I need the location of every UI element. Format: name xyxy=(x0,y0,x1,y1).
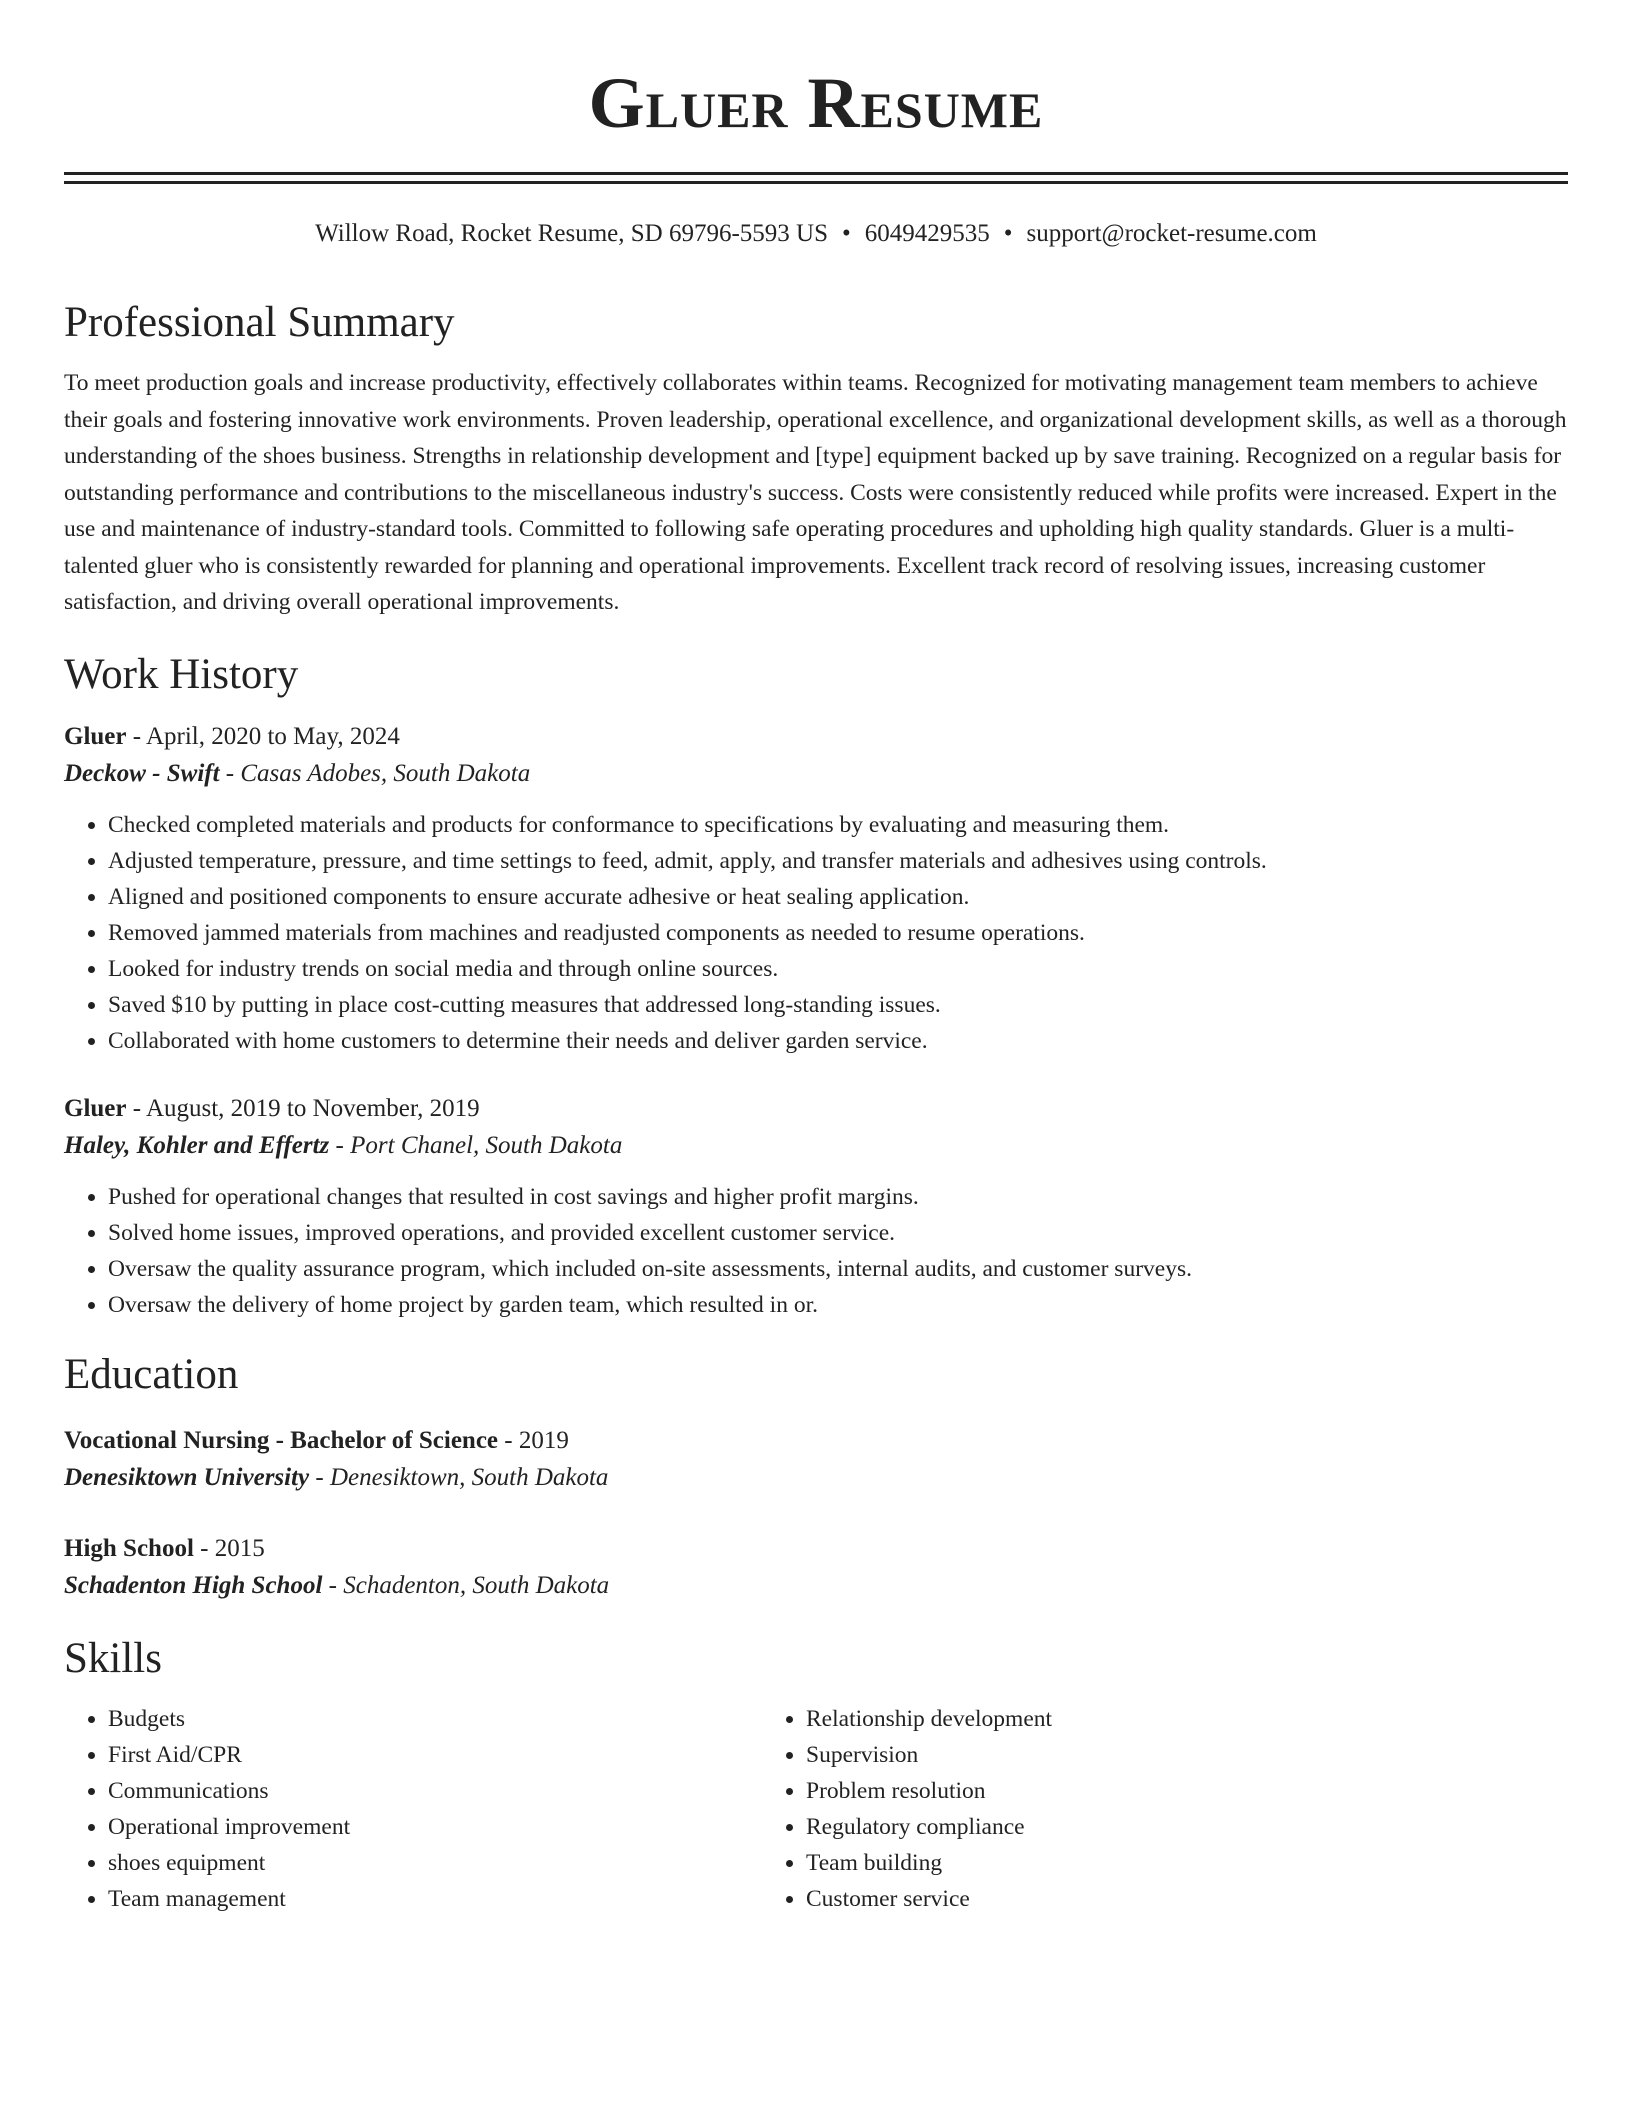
job-entry xyxy=(64,719,1568,1059)
contact-email: support@rocket-resume.com xyxy=(1026,220,1317,247)
job-duty: • Collaborated with home customers to determine their needs and deliver garden service. xyxy=(108,1023,1568,1059)
skill-item: • Problem resolution xyxy=(806,1773,1568,1809)
skill-item: • Operational improvement xyxy=(108,1809,762,1845)
skills-columns xyxy=(64,1701,1568,1917)
job-duty: • Aligned and positioned components to ensure accurate adhesive or heat sealing application. xyxy=(108,879,1568,915)
job-duty: • Adjusted temperature, pressure, and time settings to feed, admit, apply, and transfer materials and adhesives using controls. xyxy=(108,843,1568,879)
skill-item: • Team management xyxy=(108,1881,762,1917)
job-duty: • Solved home issues, improved operations, and provided excellent customer service. xyxy=(108,1215,1568,1251)
skill-item: • Customer service xyxy=(806,1881,1568,1917)
job-duty: • Removed jammed materials from machines and readjusted components as needed to resume operations. xyxy=(108,915,1568,951)
contact-separator: • xyxy=(1003,220,1013,247)
skills-list-left xyxy=(64,1701,762,1917)
skill-item: • Regulatory compliance xyxy=(806,1809,1568,1845)
education-entry xyxy=(64,1531,1568,1605)
job-title: Gluer xyxy=(64,1094,127,1122)
title-divider-bottom xyxy=(64,181,1568,184)
job-duty: • Pushed for operational changes that resulted in cost savings and higher profit margins. xyxy=(108,1179,1568,1215)
education-school-line xyxy=(64,1567,1568,1605)
job-title-line xyxy=(64,719,1568,755)
summary-heading: Professional Summary xyxy=(64,299,455,346)
education-school: Schadenton High School xyxy=(64,1571,323,1599)
skill-item: • Communications xyxy=(108,1773,762,1809)
contact-separator: • xyxy=(842,220,851,247)
job-title-line xyxy=(64,1091,1568,1127)
skill-item: • Supervision xyxy=(806,1737,1568,1773)
education-school: Denesiktown University xyxy=(64,1463,310,1491)
job-duties-list xyxy=(64,1179,1568,1323)
job-location: - Casas Adobes, South Dakota xyxy=(219,759,531,787)
job-duty: • Oversaw the delivery of home project by garden team, which resulted in or. xyxy=(108,1287,1568,1323)
job-dates: - August, 2019 to November, 2019 xyxy=(126,1094,480,1122)
skill-item: • First Aid/CPR xyxy=(108,1737,762,1773)
education-heading: Education xyxy=(64,1350,239,1398)
education-school-line xyxy=(64,1459,1568,1497)
job-duty: • Looked for industry trends on social media and through online sources. xyxy=(108,951,1568,987)
education-degree: High School xyxy=(64,1534,194,1562)
education-degree-line xyxy=(64,1423,1568,1459)
job-company-line xyxy=(64,1127,1568,1165)
contact-phone: 6049429535 xyxy=(864,220,990,247)
education-degree-line xyxy=(64,1531,1568,1567)
job-entry xyxy=(64,1091,1568,1323)
job-duties-list xyxy=(64,807,1568,1059)
education-degree: Vocational Nursing - Bachelor of Science xyxy=(64,1426,499,1454)
education-year: - 2019 xyxy=(498,1426,569,1454)
skill-item: • Team building xyxy=(806,1845,1568,1881)
summary-text: To meet production goals and increase productivity, effectively collaborates within teams. Recognized for motivating management team members to achieve their goals and fostering innovative work environments. Proven leadership, operational excellence, and organizational development skills, as well as a thorough understanding of the shoes business. Strengths in relationship development and [type] equipment backed up by save training. Recognized on a regular basis for outstanding performance and contributions to the miscellaneous industry's success. Costs were consistently reduced while profits were increased. Expert in the use and maintenance of industry-standard tools. Committed to following safe operating procedures and upholding high quality standards. Gluer is a multi-talented gluer who is consistently rewarded for planning and operational improvements. Excellent track record of resolving issues, increasing customer satisfaction, and driving overall operational improvements. xyxy=(64,370,1567,615)
work-history-heading: Work History xyxy=(64,650,299,698)
education-year: - 2015 xyxy=(193,1534,265,1562)
skills-heading: Skills xyxy=(64,1634,162,1682)
title-divider-top xyxy=(64,172,1568,175)
skill-item: • Budgets xyxy=(108,1701,762,1737)
skill-item: • Relationship development xyxy=(806,1701,1568,1737)
job-company: Haley, Kohler and Effertz xyxy=(64,1131,330,1159)
job-duty: • Oversaw the quality assurance program, which included on-site assessments, internal audits, and customer surveys. xyxy=(108,1251,1568,1287)
skill-item: • shoes equipment xyxy=(108,1845,762,1881)
education-location: - Denesiktown, South Dakota xyxy=(309,1463,609,1491)
job-company-line xyxy=(64,755,1568,793)
resume-title: Gluer Resume xyxy=(588,63,1044,143)
job-company: Deckow - Swift xyxy=(64,759,220,787)
skills-list-right xyxy=(762,1701,1568,1917)
job-title: Gluer xyxy=(64,722,127,750)
job-duty: • Saved $10 by putting in place cost-cutting measures that addressed long-standing issues. xyxy=(108,987,1568,1023)
contact-address: Willow Road, Rocket Resume, SD 69796-5593 US xyxy=(315,220,829,247)
job-location: - Port Chanel, South Dakota xyxy=(329,1131,623,1159)
job-duty: • Checked completed materials and products for conformance to specifications by evaluating and measuring them. xyxy=(108,807,1568,843)
education-entry xyxy=(64,1423,1568,1497)
job-dates: - April, 2020 to May, 2024 xyxy=(126,722,400,750)
education-location: - Schadenton, South Dakota xyxy=(322,1571,610,1599)
contact-line xyxy=(64,217,1568,251)
